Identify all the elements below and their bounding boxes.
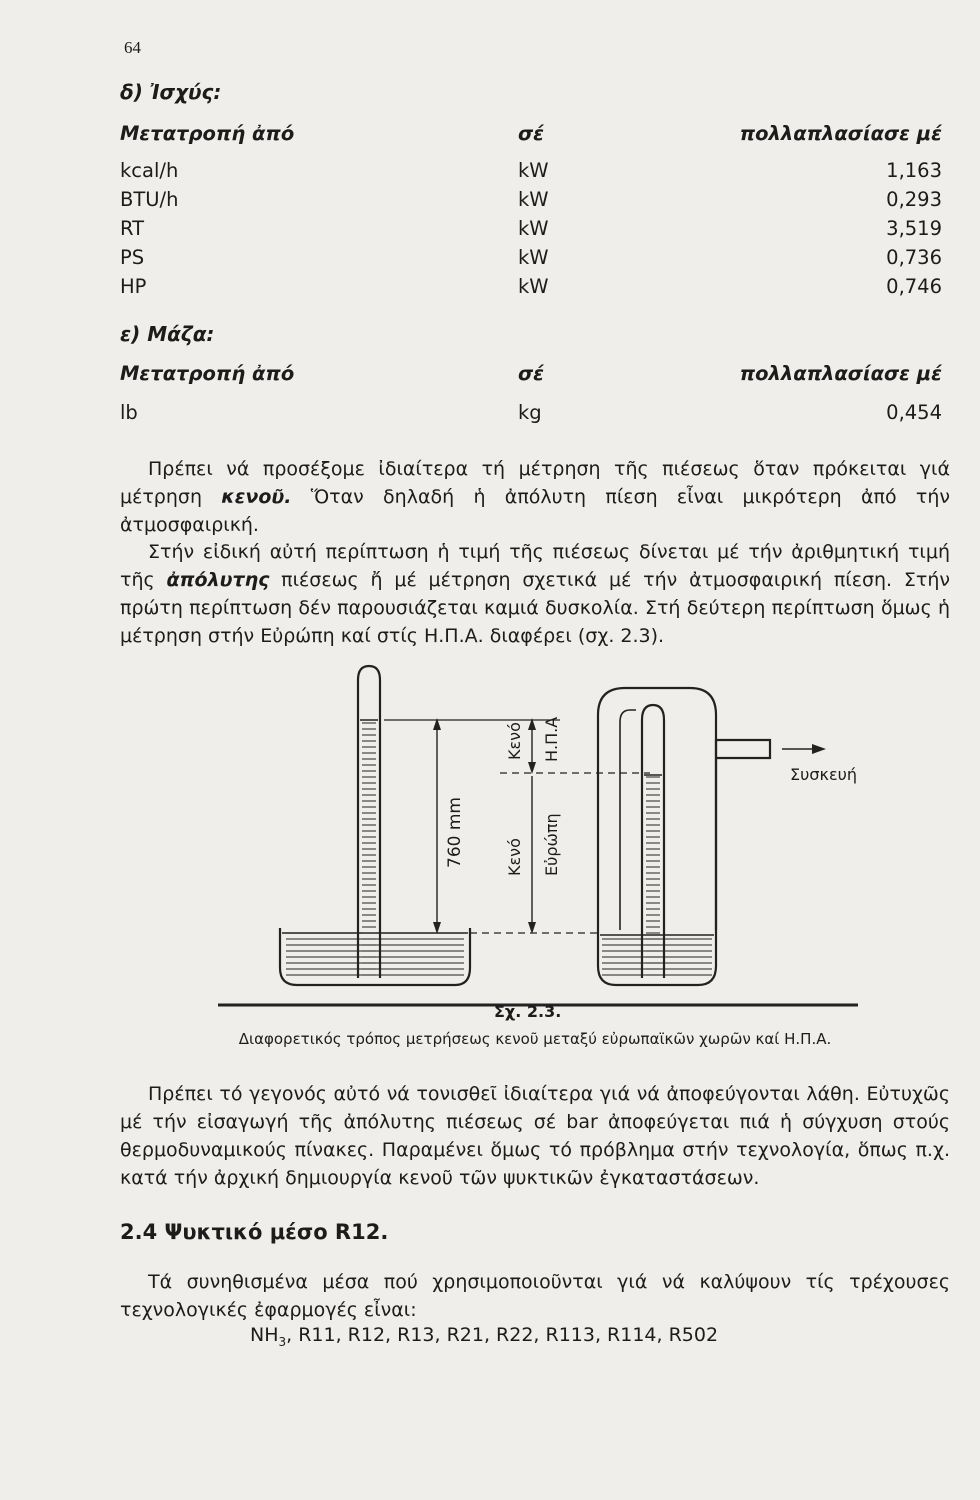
cell-from: lb [120,401,138,424]
para2-text-end: πιέσεως ἤ μέ μέτρηση σχετικά μέ τήν ἀτμοσφαιρική πίεση. Στήν πρώτη περίπτωση δέν παρουσιάζεται καμιά δυσκολία. Στή δεύτερη περίπτωση ὅμως ἡ μέτρηση στήν Εὐρώπη καί στίς Η.Π.Α. διαφέρει (σχ. 2.3). [120,569,951,647]
col-to-header: σέ [518,362,545,385]
cell-factor: 0,736 [886,246,942,269]
para2-text: Στήν εἰδική αὐτή περίπτωση ἡ τιμή τῆς πιέσεως δίνεται μέ τήν ἀριθμητική τιμή τῆς [120,541,950,591]
mass-heading: ε) Μάζα: [120,322,215,346]
para2-emphasis: ἀπόλυτης [166,569,270,591]
label-usa: Η.Π.Α [542,716,561,762]
cell-factor: 0,746 [886,275,942,298]
figure-caption-number: Σχ. 2.3. [494,1002,562,1021]
paragraph-emphasis: Πρέπει τό γεγονός αὐτό νά τονισθεῖ ἰδιαίτερα γιά νά ἀποφεύγονται λάθη. Εὐτυχῶς μέ τήν εἰσαγωγή τῆς ἀπόλυτης πιέσεως σέ bar ἀποφεύγεται πιά ἡ σύγχυση στούς θερμοδυναμικούς πίνακες. Παραμένει ὅμως τό πρόβλημα στήν τεχνολογία, ὅπως π.χ. κατά τήν ἀρχική δημιουργία κενοῦ τῶν ψυκτικῶν ἐγκαταστάσεων. [120,1083,950,1189]
label-760-mm: 760 mm [445,797,465,868]
cell-factor: 0,293 [886,188,942,211]
cell-to: kg [518,401,542,424]
para1-text-end: Ὅταν δηλαδή ἡ ἀπόλυτη πίεση εἶναι μικρότερη ἀπό τήν ἀτμοσφαιρική. [120,486,950,536]
para1-text: Πρέπει νά προσέξομε ἰδιαίτερα τή μέτρηση τῆς πιέσεως ὅταν πρόκειται γιά μέτρηση [120,458,950,508]
left-tube-liquid [362,720,376,978]
para1-emphasis: κενοῦ. [221,486,292,508]
formula-sub: 3 [278,1334,287,1349]
label-vacuum-usa: Κενό [505,722,524,760]
label-device: Συσκευή [790,765,857,784]
col-factor-header: πολλαπλασίασε μέ [739,122,942,145]
formula-nh: NH [250,1324,279,1346]
col-from-header: Μετατροπή ἀπό [120,122,295,145]
cell-from: kcal/h [120,159,179,182]
right-tube-liquid [646,775,660,978]
refrigerant-list [250,1324,718,1349]
cell-from: PS [120,246,145,269]
power-heading: δ) Ἰσχύς: [120,80,222,104]
formula-rest: , R11, R12, R13, R21, R22, R113, R114, R502 [286,1324,719,1346]
cell-factor: 3,519 [886,217,942,240]
dim-usa-arrow-bottom [528,762,536,774]
figure-caption: Διαφορετικός τρόπος μετρήσεως κενοῦ μεταξύ εὐρωπαϊκῶν χωρῶν καί Η.Π.Α. [238,1030,832,1048]
dim-europe-arrow-bottom [528,922,536,934]
section-title: 2.4 Ψυκτικό μέσο R12. [120,1220,389,1244]
cell-factor: 0,454 [886,401,942,424]
device-arrow-head [812,744,826,754]
cell-from: HP [120,275,147,298]
right-tube-wall [620,710,636,930]
label-vacuum-europe: Κενό [505,838,524,876]
cell-to: kW [518,159,549,182]
cell-from: BTU/h [120,188,179,211]
cell-to: kW [518,275,549,298]
cell-factor: 1,163 [886,159,942,182]
cell-from: RT [120,217,145,240]
label-europe: Εὐρώπη [542,813,561,876]
cell-to: kW [518,188,549,211]
right-tube-outer [598,688,770,758]
col-from-header: Μετατροπή ἀπό [120,362,295,385]
cell-to: kW [518,217,549,240]
col-to-header: σέ [518,122,545,145]
page-number: 64 [124,38,141,57]
paragraph-refrigerants: Τά συνηθισμένα μέσα πού χρησιμοποιοῦνται γιά νά καλύψουν τίς τρέχουσες τεχνολογικές ἐφαρμογές εἶναι: [120,1271,950,1321]
cell-to: kW [518,246,549,269]
col-factor-header: πολλαπλασίασε μέ [739,362,942,385]
